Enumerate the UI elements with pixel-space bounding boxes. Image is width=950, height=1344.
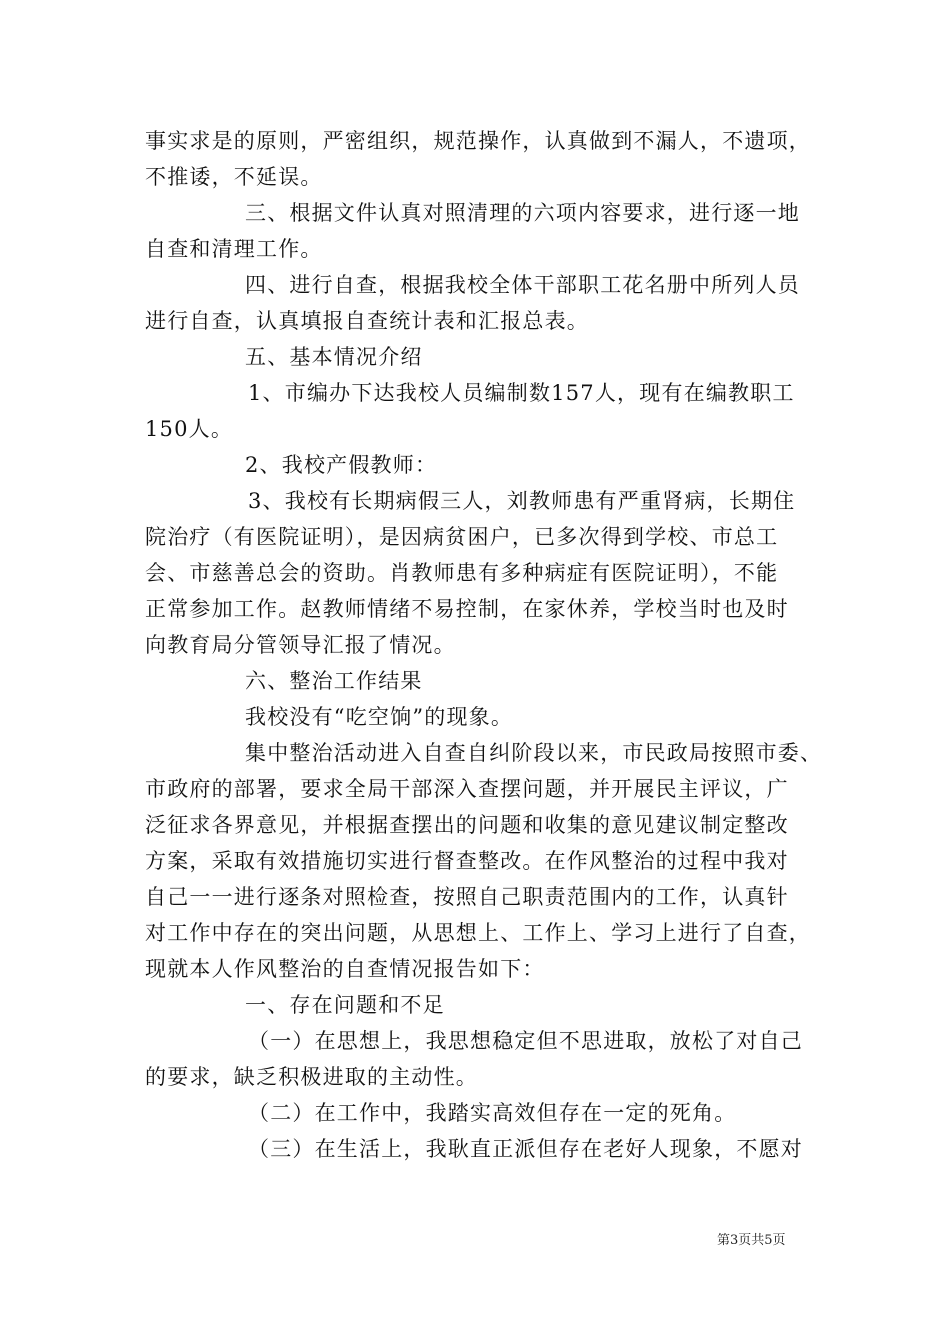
text-line: 不推诿，不延误。 [145,165,323,189]
section-heading: 一、存在问题和不足 [245,993,445,1017]
text-line: 3、我校有长期病假三人，刘教师患有严重肾病，长期住 [248,489,796,513]
text-line: 泛征求各界意见，并根据查摆出的问题和收集的意见建议制定整改 [145,813,789,837]
text-line: （三）在生活上，我耿直正派但存在老好人现象，不愿对 [248,1137,803,1161]
text-line: 自查和清理工作。 [145,237,323,261]
text-line: （二）在工作中，我踏实高效但存在一定的死角。 [248,1101,737,1125]
text-line: 对工作中存在的突出问题，从思想上、工作上、学习上进行了自查， [145,921,811,945]
text-line: 方案，采取有效措施切实进行督查整改。在作风整治的过程中我对 [145,849,789,873]
text-line: 的要求，缺乏积极进取的主动性。 [145,1065,478,1089]
text-line: 进行自查，认真填报自查统计表和汇报总表。 [145,309,589,333]
text-line: 事实求是的原则，严密组织，规范操作，认真做到不漏人，不遗项， [145,129,811,153]
text-line: （一）在思想上，我思想稳定但不思进取，放松了对自己 [248,1029,803,1053]
section-heading: 五、基本情况介绍 [245,345,423,369]
text-line: 自己一一进行逐条对照检查，按照自己职责范围内的工作，认真针 [145,885,789,909]
text-line: 现就本人作风整治的自查情况报告如下： [145,957,545,981]
section-heading: 六、整治工作结果 [245,669,423,693]
text-line: 向教育局分管领导汇报了情况。 [145,633,456,657]
text-line: 我校没有“吃空饷”的现象。 [245,705,514,729]
text-line: 会、市慈善总会的资助。肖教师患有多种病症有医院证明），不能 [145,561,779,585]
page-number: 第3页共5页 [717,1233,786,1248]
text-line: 集中整治活动进入自查自纠阶段以来，市民政局按照市委、 [245,741,823,765]
text-line: 市政府的部署，要求全局干部深入查摆问题，并开展民主评议，广 [145,777,789,801]
text-line: 2、我校产假教师： [245,453,438,477]
text-line: 三、根据文件认真对照清理的六项内容要求，进行逐一地 [245,201,800,225]
text-line: 四、进行自查，根据我校全体干部职工花名册中所列人员 [245,273,800,297]
text-line: 150人。 [145,417,234,441]
text-line: 正常参加工作。赵教师情绪不易控制，在家休养，学校当时也及时 [145,597,789,621]
text-line: 院治疗（有医院证明），是因病贫困户，已多次得到学校、市总工 [145,525,779,549]
text-line: 1、市编办下达我校人员编制数157人，现有在编教职工 [248,381,795,405]
